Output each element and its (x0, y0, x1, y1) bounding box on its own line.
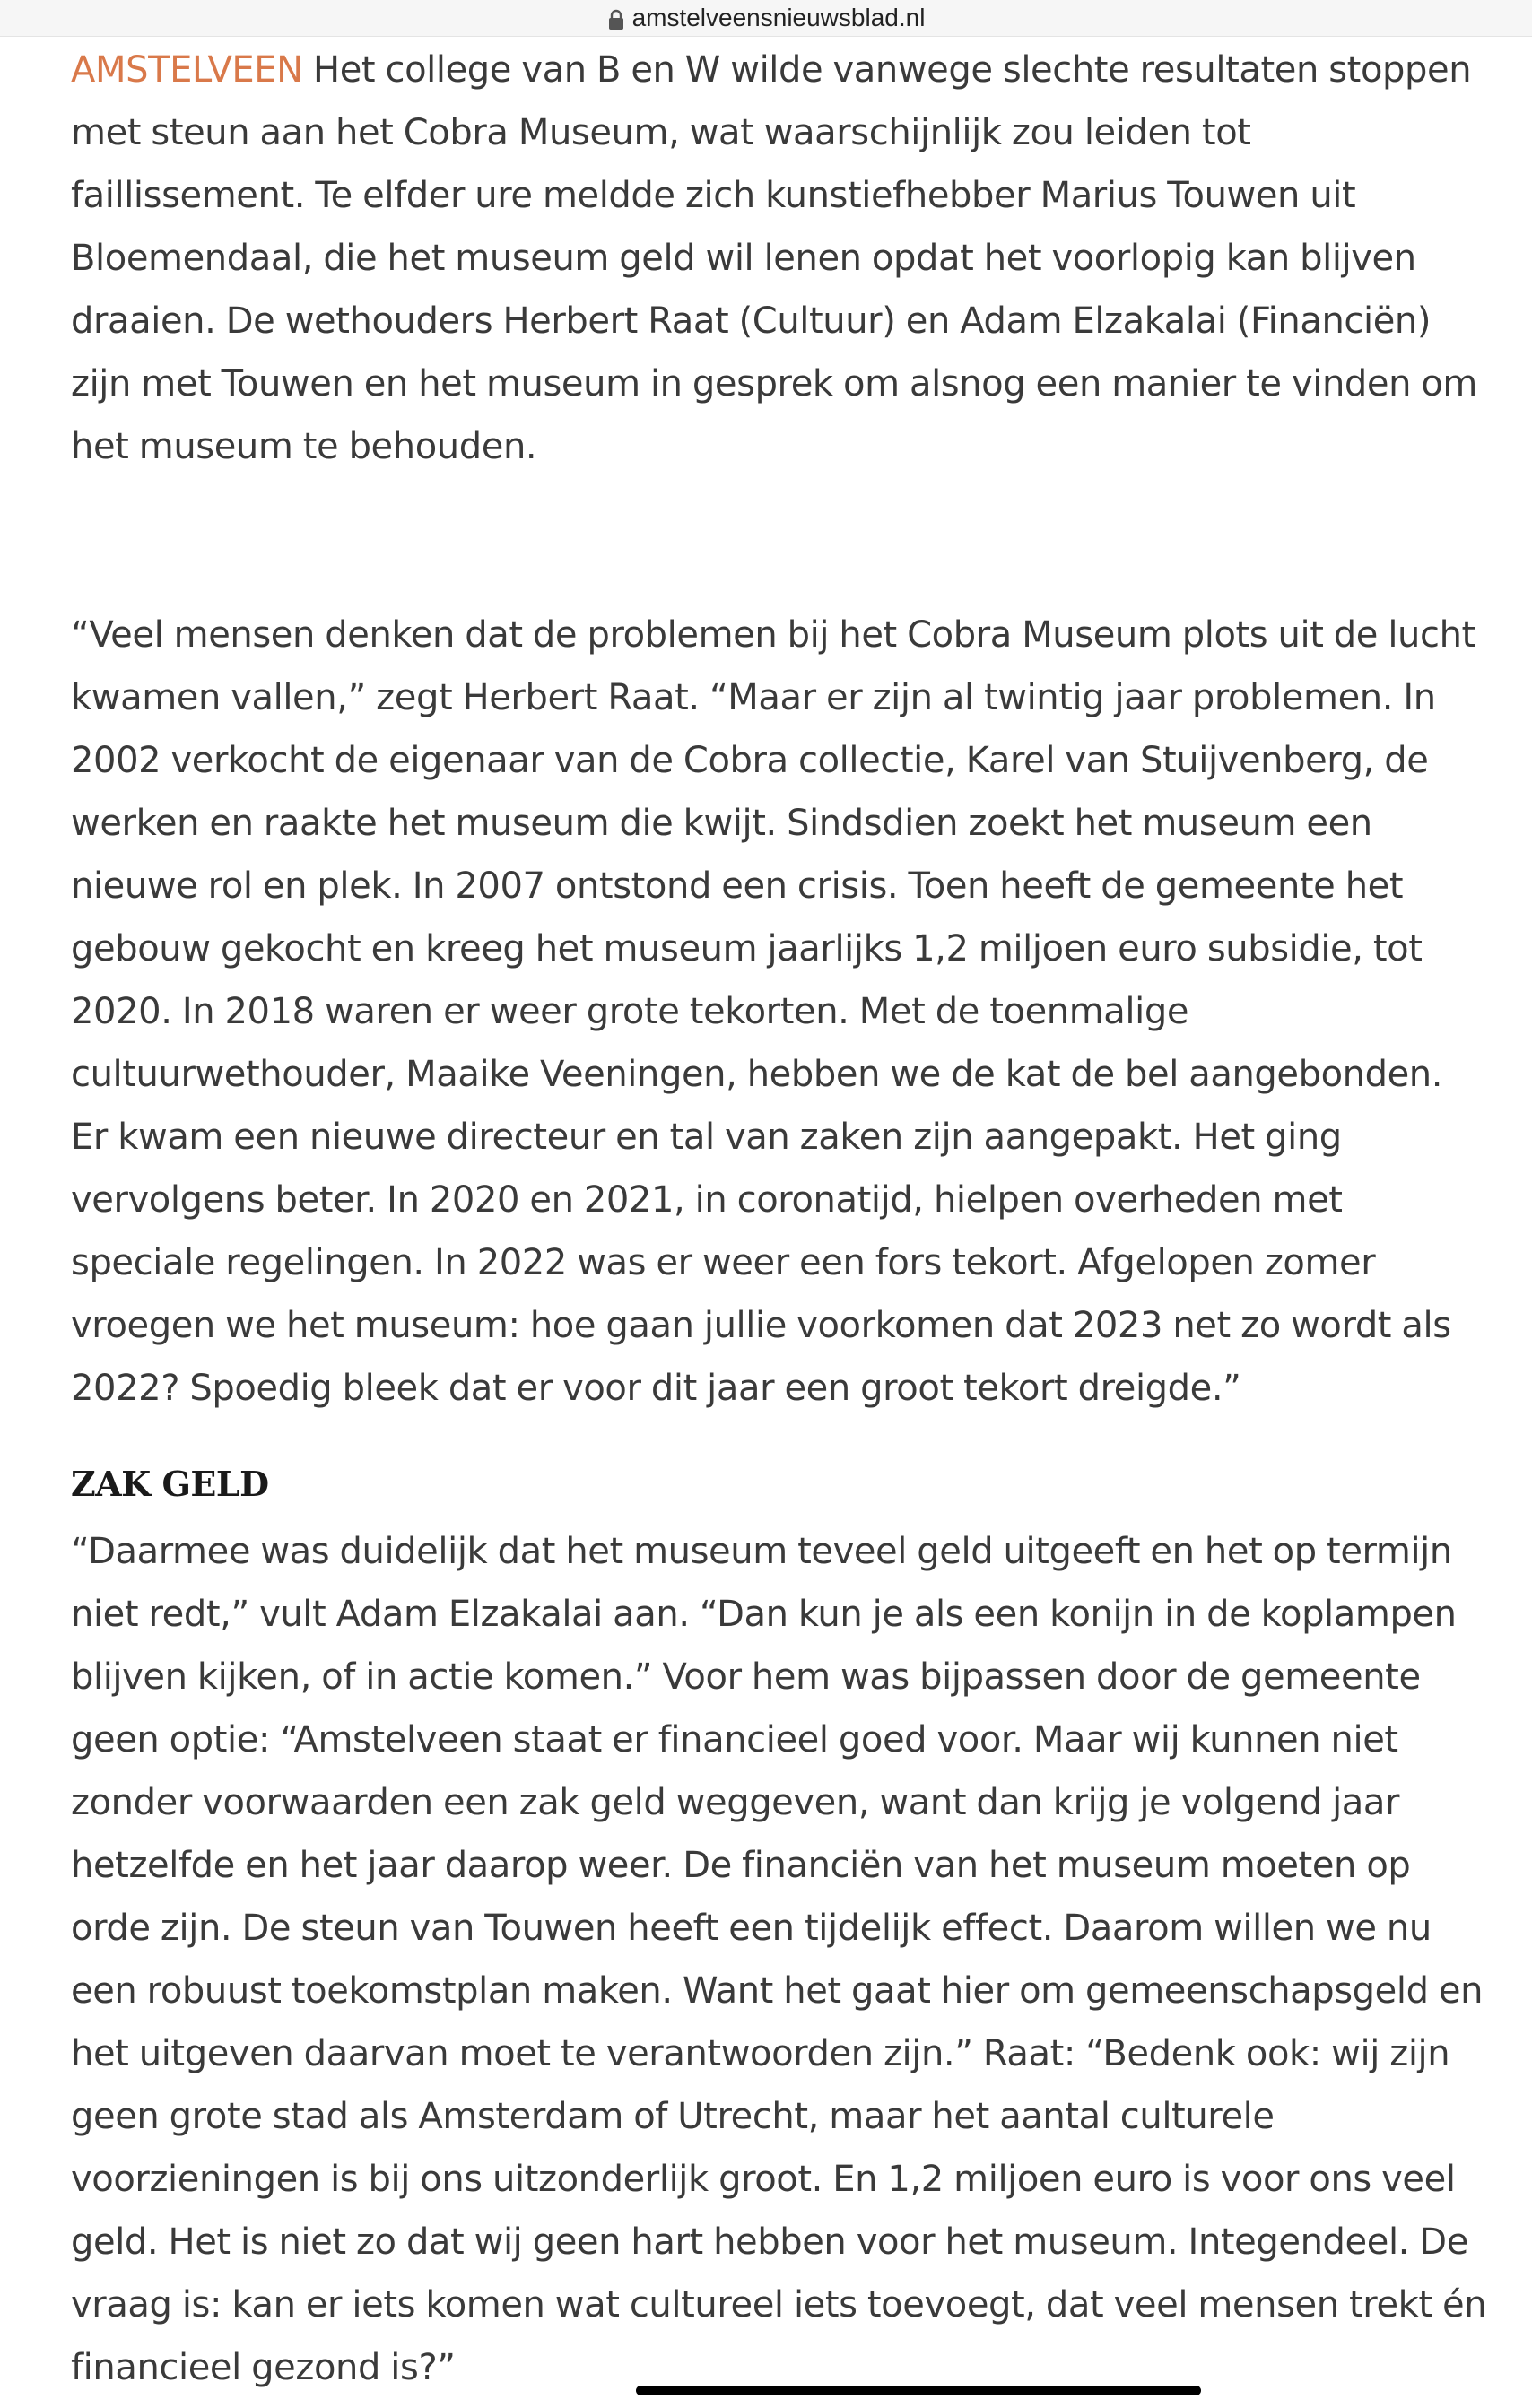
intro-text: Het college van B en W wilde vanwege slechte resultaten stoppen met steun aan het Cobra Museum, wat waarschijnlijk zou leiden tot faillissement. Te elfder ure meldde zich kunstiefhebber Marius Touwen uit Bloemendaal, die het museum geld wil lenen opdat het voorlopig kan blijven draaien. De wethouders Herbert Raat (Cultuur) en Adam Elzakalai (Financiën) zijn met Touwen en het museum in gesprek om alsnog een manier te vinden om het museum te behouden. (71, 49, 1478, 467)
article-body (71, 36, 1488, 2399)
quote-paragraph: “Veel mensen denken dat de problemen bij het Cobra Museum plots uit de lucht kwamen vallen,” zegt Herbert Raat. “Maar er zijn al twintig jaar problemen. In 2002 verkocht de eigenaar van de Cobra collectie, Karel van Stuijvenberg, de werken en raakte het museum die kwijt. Sindsdien zoekt het museum een nieuwe rol en plek. In 2007 ontstond een crisis. Toen heeft de gemeente het gebouw gekocht en kreeg het museum jaarlijks 1,2 miljoen euro subsidie, tot 2020. In 2018 waren er weer grote tekorten. Met de toenmalige cultuurwethouder, Maaike Veeningen, hebben we de kat de bel aangebonden. Er kwam een nieuwe directeur en tal van zaken zijn aangepakt. Het ging vervolgens beter. In 2020 en 2021, in coronatijd, hielpen overheden met speciale regelingen. In 2022 was er weer een fors tekort. Afgelopen zomer vroegen we het museum: hoe gaan jullie voorkomen dat 2023 net zo wordt als 2022? Spoedig bleek dat er voor dit jaar een groot tekort dreigde.” (71, 614, 1475, 1409)
url-text[interactable]: amstelveensnieuwsblad.nl (631, 4, 926, 31)
dateline: AMSTELVEEN (71, 49, 303, 91)
browser-address-bar[interactable] (0, 0, 1532, 37)
section-subheading: ZAK GELD (71, 1464, 269, 1504)
body-paragraph: “Daarmee was duidelijk dat het museum teveel geld uitgeeft en het op termijn niet redt,” vult Adam Elzakalai aan. “Dan kun je als een konijn in de koplampen blijven kijken, of in actie komen.” Voor hem was bijpassen door de gemeente geen optie: “Amstelveen staat er financieel goed voor. Maar wij kunnen niet zonder voorwaarden een zak geld weggeven, want dan krijg je volgend jaar hetzelfde en het jaar daarop weer. De financiën van het museum moeten op orde zijn. De steun van Touwen heeft een tijdelijk effect. Daarom willen we nu een robuust toekomstplan maken. Want het gaat hier om gemeenschapsgeld en het uitgeven daarvan moet te verantwoorden zijn.” Raat: “Bedenk ook: wij zijn geen grote stad als Amsterdam of Utrecht, maar het aantal culturele voorzieningen is bij ons uitzonderlijk groot. En 1,2 miljoen euro is voor ons veel geld. Het is niet zo dat wij geen hart hebben voor het museum. Integendeel. De vraag is: kan er iets komen wat cultureel iets toevoegt, dat veel mensen trekt én financieel gezond is?” (71, 1531, 1487, 2388)
home-indicator[interactable] (636, 2386, 1201, 2395)
intro-paragraph (71, 39, 1488, 478)
lock-icon (607, 8, 625, 30)
